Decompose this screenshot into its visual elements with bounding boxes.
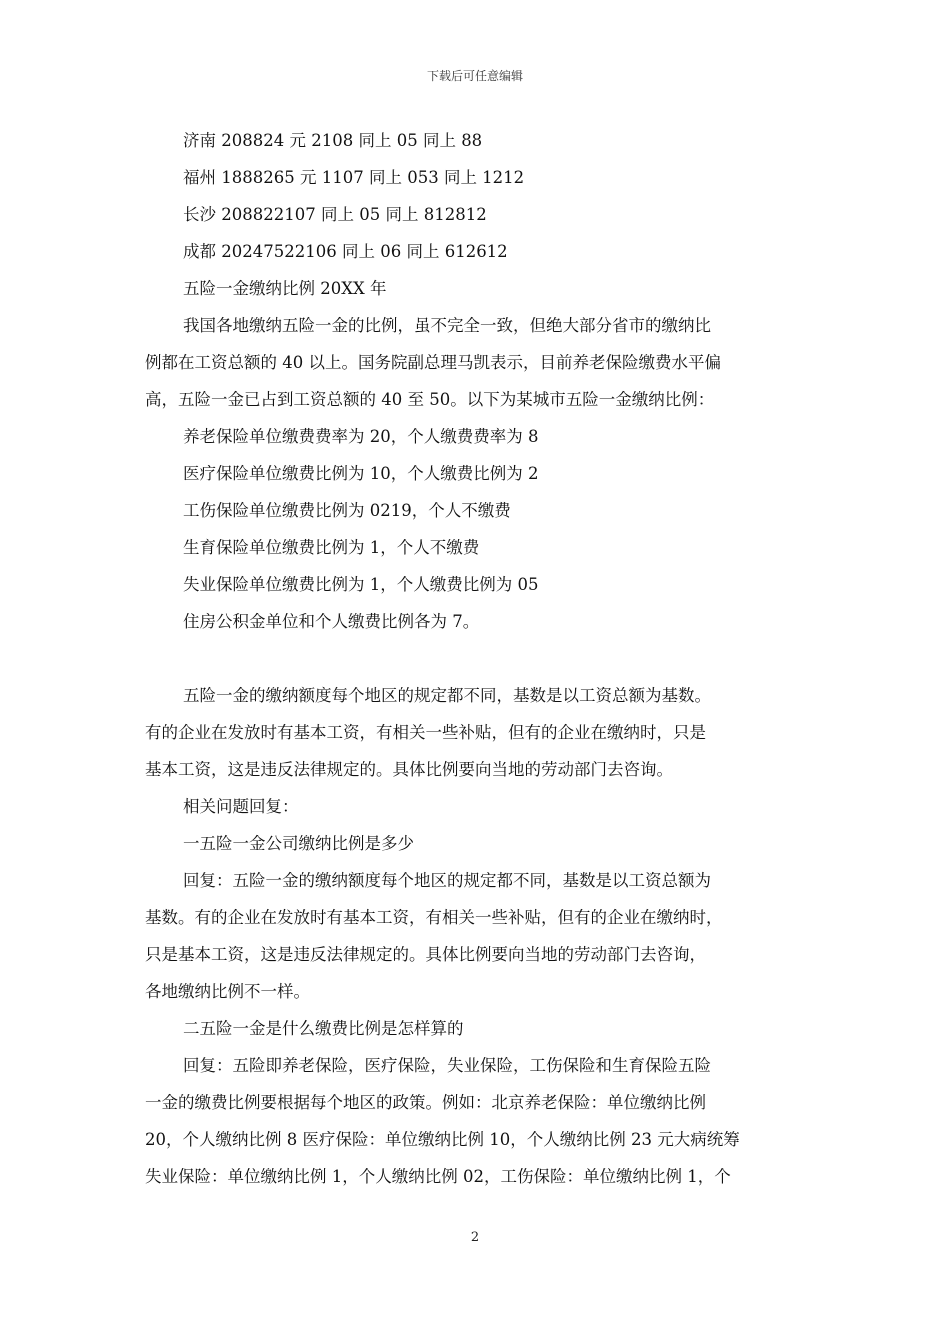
paragraph-line: 例都在工资总额的 40 以上。国务院副总理马凯表示，目前养老保险缴费水平偏 [145, 353, 721, 372]
paragraph-line: 一金的缴费比例要根据每个地区的政策。例如：北京养老保险：单位缴纳比例 [145, 1093, 706, 1112]
paragraph-line: 高，五险一金已占到工资总额的 40 至 50。以下为某城市五险一金缴纳比例： [145, 390, 715, 409]
city-row-fuzhou: 福州 1888265 元 1107 同上 053 同上 1212 [183, 168, 525, 187]
city-row-changsha: 长沙 208822107 同上 05 同上 812812 [183, 205, 487, 224]
paragraph-line: 回复：五险即养老保险，医疗保险，失业保险，工伤保险和生育保险五险 [183, 1056, 711, 1075]
document-body [145, 122, 817, 1195]
answer-1 [145, 862, 817, 1010]
paragraph-line: 基数。有的企业在发放时有基本工资，有相关一些补贴，但有的企业在缴纳时， [145, 908, 723, 927]
related-title: 相关问题回复： [183, 797, 299, 816]
rate-injury: 工伤保险单位缴费比例为 0219，个人不缴费 [183, 501, 511, 520]
paragraph-line: 我国各地缴纳五险一金的比例，虽不完全一致，但绝大部分省市的缴纳比 [183, 316, 711, 335]
blank-line [145, 640, 817, 677]
paragraph-intro [145, 307, 817, 418]
city-row-jinan: 济南 208824 元 2108 同上 05 同上 88 [183, 131, 483, 150]
city-row-chengdu: 成都 20247522106 同上 06 同上 612612 [183, 242, 508, 261]
paragraph-line: 20，个人缴纳比例 8 医疗保险：单位缴纳比例 10，个人缴纳比例 23 元大病统筹 [145, 1130, 740, 1149]
page-header: 下载后可任意编辑 [426, 69, 523, 83]
rate-medical: 医疗保险单位缴费比例为 10，个人缴费比例为 2 [183, 464, 539, 483]
page-number: 2 [470, 1230, 480, 1245]
answer-2 [145, 1047, 817, 1195]
section-title: 五险一金缴纳比例 20XX 年 [183, 279, 387, 298]
question-1: 一五险一金公司缴纳比例是多少 [183, 834, 414, 853]
paragraph-line: 有的企业在发放时有基本工资，有相关一些补贴，但有的企业在缴纳时，只是 [145, 723, 706, 742]
rate-housing-fund: 住房公积金单位和个人缴费比例各为 7。 [183, 612, 480, 631]
paragraph-line: 基本工资，这是违反法律规定的。具体比例要向当地的劳动部门去咨询。 [145, 760, 673, 779]
paragraph-line: 只是基本工资，这是违反法律规定的。具体比例要向当地的劳动部门去咨询， [145, 945, 706, 964]
paragraph-line: 失业保险：单位缴纳比例 1，个人缴纳比例 02，工伤保险：单位缴纳比例 1，个 [145, 1167, 731, 1186]
paragraph-line: 五险一金的缴纳额度每个地区的规定都不同，基数是以工资总额为基数。 [183, 686, 711, 705]
paragraph-base [145, 677, 817, 788]
paragraph-line: 回复：五险一金的缴纳额度每个地区的规定都不同，基数是以工资总额为 [183, 871, 711, 890]
rate-unemployment: 失业保险单位缴费比例为 1，个人缴费比例为 05 [183, 575, 539, 594]
rate-maternity: 生育保险单位缴费比例为 1，个人不缴费 [183, 538, 480, 557]
paragraph-line: 各地缴纳比例不一样。 [145, 982, 310, 1001]
rate-pension: 养老保险单位缴费费率为 20，个人缴费费率为 8 [183, 427, 539, 446]
question-2: 二五险一金是什么缴费比例是怎样算的 [183, 1019, 464, 1038]
